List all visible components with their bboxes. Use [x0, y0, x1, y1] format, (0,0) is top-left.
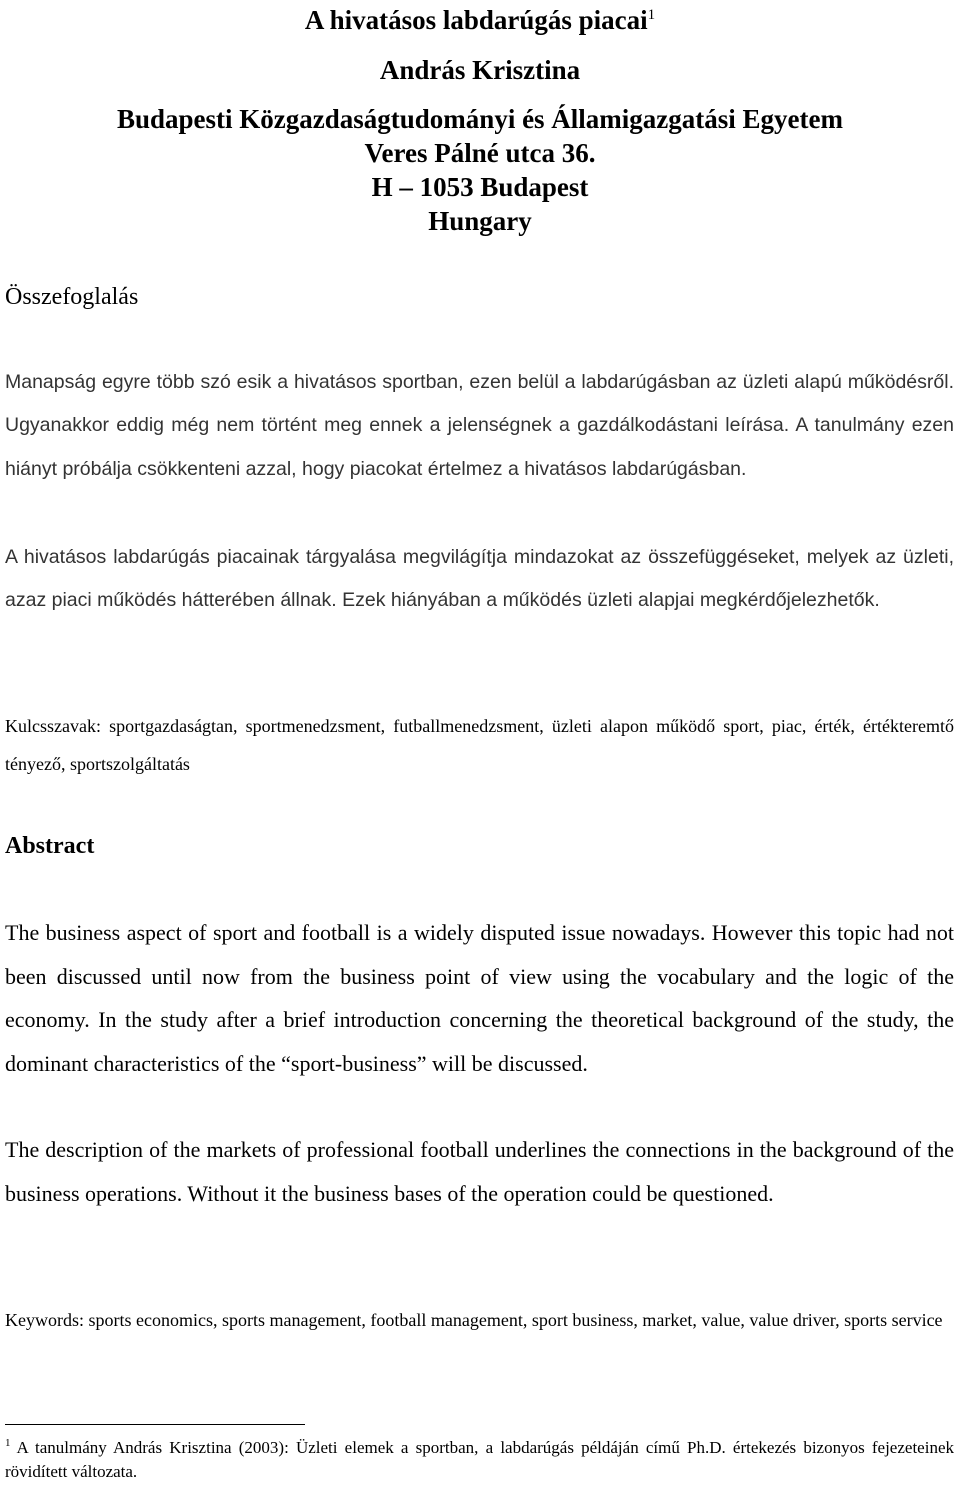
title-text: A hivatásos labdarúgás piacai	[304, 5, 648, 35]
keywords-english: Keywords: sports economics, sports management, football management, sport business, market, value, value driver, sports service	[5, 1310, 943, 1330]
affiliation-university: Budapesti Közgazdaságtudományi és Államigazgatási Egyetem	[117, 104, 843, 134]
affiliation-block	[0, 102, 960, 238]
affiliation-street: Veres Pálné utca 36.	[364, 138, 596, 168]
affiliation-city: H – 1053 Budapest	[371, 172, 589, 202]
abstract-heading: Abstract	[5, 833, 95, 859]
summary-heading: Összefoglalás	[5, 284, 139, 310]
summary-paragraph-2: A hivatásos labdarúgás piacainak tárgyalása megvilágítja mindazokat az összefüggéseket, melyek az üzleti, azaz piaci működés hátterében állnak. Ezek hiányában a működés üzleti alapjai megkérdőjelezhetők.	[5, 546, 954, 612]
footnote-text: A tanulmány András Krisztina (2003): Üzleti elemek a sportban, a labdarúgás példáján című Ph.D. értekezés bizonyos fejezeteinek rövidített változata.	[5, 1438, 954, 1481]
footnote-marker: 1	[5, 1437, 11, 1450]
footnote-divider	[5, 1424, 305, 1425]
paper-title	[0, 2, 960, 38]
keywords-hungarian: Kulcsszavak: sportgazdaságtan, sportmenedzsment, futballmenedzsment, üzleti alapon működő sport, piac, érték, értékteremtő tényező, sportszolgáltatás	[5, 716, 954, 774]
abstract-paragraph-1: The business aspect of sport and football is a widely disputed issue nowadays. However this topic had not been discussed until now from the business point of view using the vocabulary and the logic of the economy. In the study after a brief introduction concerning the theoretical background of the study, the dominant characteristics of the “sport-business” will be discussed.	[5, 920, 954, 1076]
footnote	[5, 1436, 954, 1484]
title-footnote-marker[interactable]: 1	[647, 7, 656, 23]
affiliation-country: Hungary	[428, 206, 532, 236]
author-name: András Krisztina	[379, 55, 581, 85]
abstract-paragraph-2: The description of the markets of professional football underlines the connections in the background of the business operations. Without it the business bases of the operation could be questioned.	[5, 1137, 954, 1206]
summary-paragraph-1: Manapság egyre több szó esik a hivatásos sportban, ezen belül a labdarúgásban az üzleti alapú működésről. Ugyanakkor eddig még nem történt meg ennek a jelenségnek a gazdálkodástani leírása. A tanulmány ezen hiányt próbálja csökkenteni azzal, hogy piacokat értelmez a hivatásos labdarúgásban.	[5, 371, 954, 480]
